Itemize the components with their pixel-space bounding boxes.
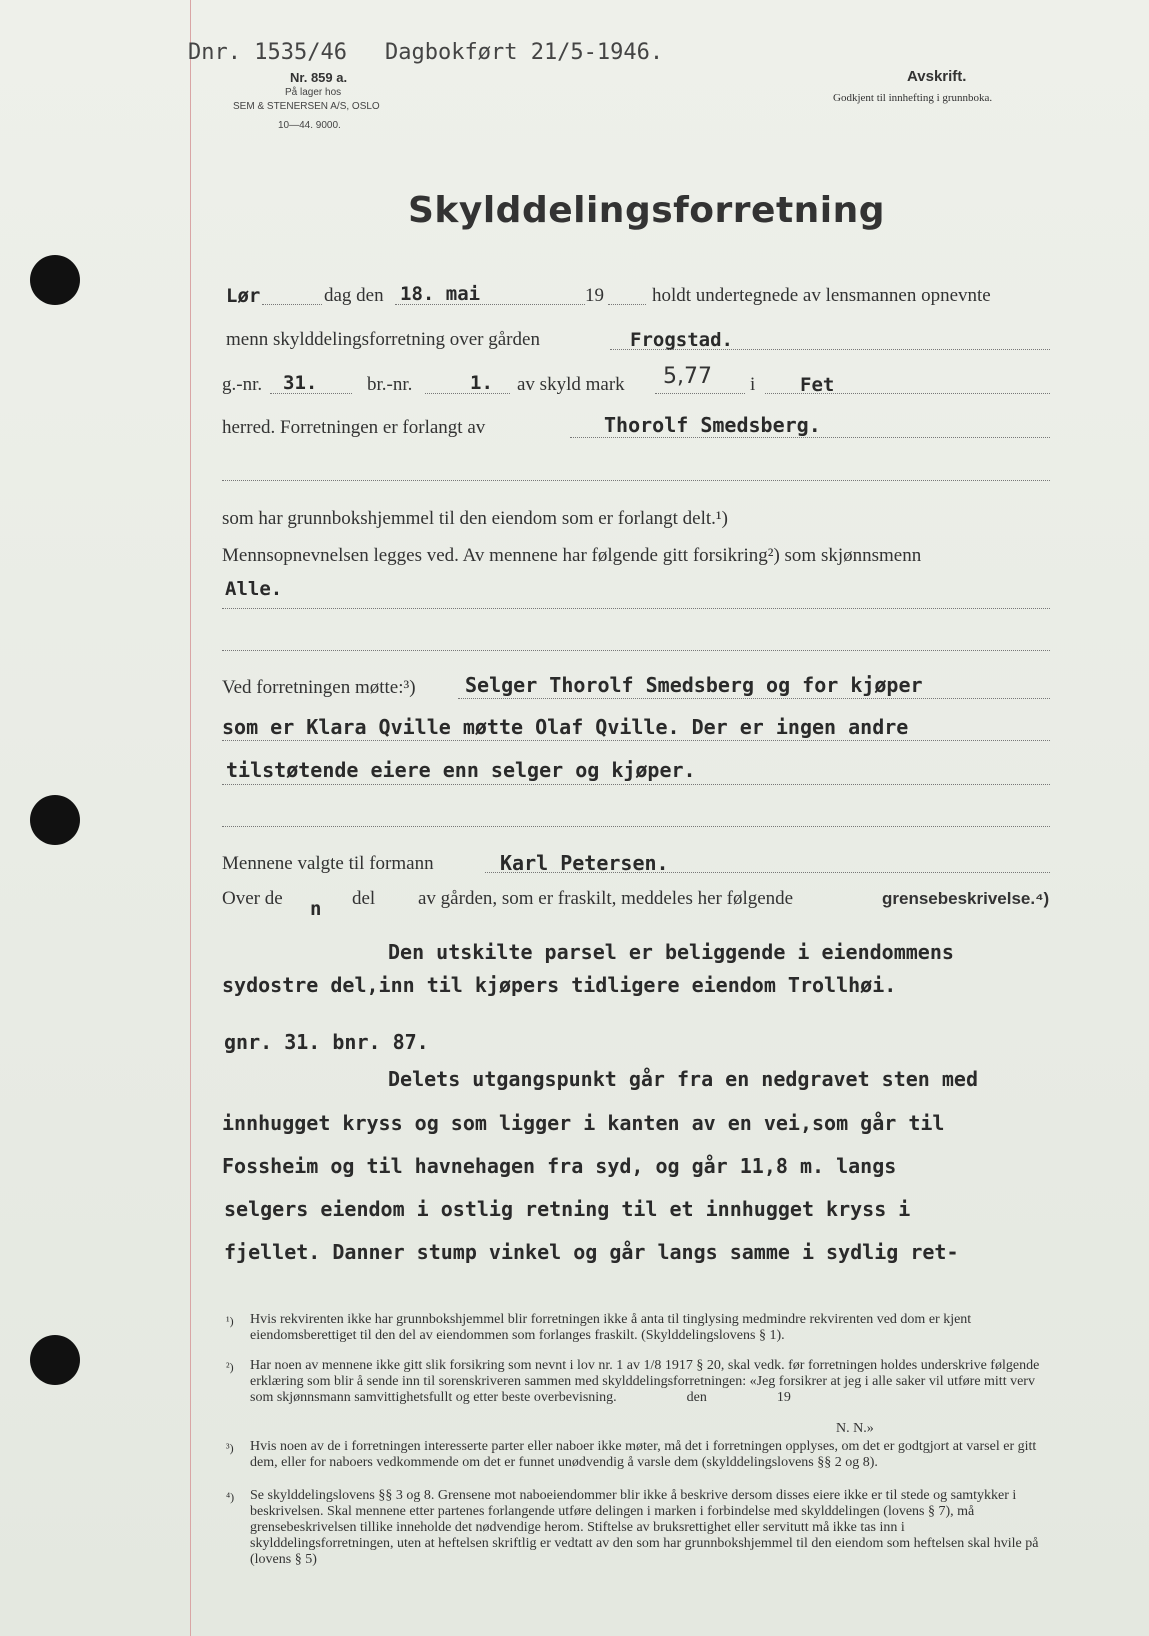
brnr-label: br.-nr. xyxy=(367,374,413,395)
punch-hole xyxy=(30,1335,80,1385)
page-title: Skylddelingsforretning xyxy=(408,190,886,231)
herred-label: herred. Forretningen er forlangt av xyxy=(222,417,486,438)
gnr-value: 31. xyxy=(283,372,318,394)
over-de-value: n xyxy=(310,898,322,920)
farm-value: Frogstad. xyxy=(630,329,733,351)
dotted-rule xyxy=(610,349,1050,350)
dotted-rule xyxy=(222,650,1050,651)
footnote-number: ¹) xyxy=(226,1314,234,1328)
menn-text: Mennsopnevnelsen legges ved. Av mennene har følgende gitt forsikring²) som skjønnsmenn xyxy=(222,545,922,566)
description-line: Delets utgangspunkt går fra en nedgravet sten med xyxy=(388,1067,979,1091)
menn-label: menn skylddelingsforretning over gården xyxy=(226,329,540,350)
brnr-value: 1. xyxy=(470,372,493,394)
dotted-rule xyxy=(425,393,510,394)
dag-den-label: dag den xyxy=(324,285,384,306)
footnote-text: Har noen av mennene ikke gitt slik forsikring som nevnt i lov nr. 1 av 1/8 1917 § 20, skal vedk. før forretningen holdes underskrive følgende erklæring som blir å sende inn til sorenskriveren sammen med skylddelingsforretningen: «Jeg forsikrer at jeg i alle saker vil utføre mitt verv som skjønnsmann samvittighetsfullt og etter beste overbevisning. den 19 xyxy=(250,1358,1043,1405)
dotted-rule xyxy=(765,393,1050,394)
avskrift-label: Avskrift. xyxy=(907,68,967,85)
dotted-rule xyxy=(570,437,1050,438)
date-value: 18. mai xyxy=(400,283,481,305)
description-line: fjellet. Danner stump vinkel og går langs samme i sydlig ret- xyxy=(224,1240,959,1264)
weekday-value: Lør xyxy=(226,285,261,307)
dotted-rule xyxy=(222,608,1050,609)
dotted-rule xyxy=(608,304,646,305)
holdt-label: holdt undertegnede av lensmannen opnevnte xyxy=(652,285,991,306)
herred-value: Fet xyxy=(800,374,835,396)
form-number: Nr. 859 a. xyxy=(290,70,348,85)
dotted-rule xyxy=(270,393,352,394)
publisher-line-2: SEM & STENERSEN A/S, OSLO xyxy=(233,101,380,112)
description-line: innhugget kryss og som ligger i kanten av en vei,som går til xyxy=(222,1111,945,1135)
punch-hole xyxy=(30,255,80,305)
dotted-rule xyxy=(458,698,1050,699)
over-de-label: Over de xyxy=(222,888,283,909)
dotted-rule xyxy=(222,784,1050,785)
description-line: selgers eiendom i ostlig retning til et innhugget kryss i xyxy=(224,1197,911,1221)
dnr-stamp: Dnr. 1535/46 xyxy=(188,40,347,65)
del-label: del xyxy=(352,888,376,909)
formann-value: Karl Petersen. xyxy=(500,851,669,875)
footnote-number: ³) xyxy=(226,1441,234,1455)
gnr-label: g.-nr. xyxy=(222,374,263,395)
dotted-rule xyxy=(395,304,585,305)
dotted-rule xyxy=(262,304,322,305)
punch-hole xyxy=(30,795,80,845)
dotted-rule xyxy=(222,740,1050,741)
mote-line-2: som er Klara Qville møtte Olaf Qville. Der er ingen andre xyxy=(222,715,909,739)
garden-label: av gården, som er fraskilt, meddeles her følgende xyxy=(418,888,794,909)
dotted-rule xyxy=(222,480,1050,481)
description-line: Den utskilte parsel er beliggende i eiendommens xyxy=(388,940,954,964)
publisher-line-1: På lager hos xyxy=(285,87,342,98)
grense-label: grensebeskrivelse.⁴) xyxy=(882,889,1050,908)
description-line: sydostre del,inn til kjøpers tidligere eiendom Trollhøi. xyxy=(222,973,897,997)
grunnbok-text: som har grunnbokshjemmel til den eiendom som er forlangt delt.¹) xyxy=(222,508,728,529)
year-prefix: 19 xyxy=(585,285,604,306)
footnote-text: Hvis noen av de i forretningen interesserte parter eller naboer ikke møter, må det i forretningen opplyses, om det er godtgjort at varsel er gitt dem, eller for naboers vedkommende om det er funnet unødvendig å varsle dem (skylddelingslovens §§ 2 og 8). xyxy=(250,1439,1037,1470)
dagbok-stamp: Dagbokført 21/5-1946. xyxy=(385,40,664,65)
footnote-text: Se skylddelingslovens §§ 3 og 8. Grensene mot naboeiendommer blir ikke å beskrive dersom disses eiere ikke er til stede og samtykker i beskrivelsen. Skal mennene etter partenes forlangende utføre delingen i marken i forbindelse med skylddelingen (lovens § 7), må grensebeskrivelsen tillike inneholde det nødvendige herom. Stiftelse av bruksrettighet eller servitutt må ikke tas inn i skylddelingsforretningen, uten at heftelsen skriftlig er vedtatt av den som har grunnbokshjemmel til den eiendom som heftelsen skal hvile på (lovens § 5) xyxy=(250,1488,1039,1567)
godkjent-label: Godkjent til innhefting i grunnboka. xyxy=(833,92,993,104)
formann-label: Mennene valgte til formann xyxy=(222,853,434,874)
dotted-rule xyxy=(485,872,1050,873)
mote-line-3: tilstøtende eiere enn selger og kjøper. xyxy=(226,758,696,782)
skyld-value: 5,77 xyxy=(663,364,712,389)
footnote-number: ⁴) xyxy=(226,1490,235,1504)
alle-value: Alle. xyxy=(225,578,283,600)
dotted-rule xyxy=(222,826,1050,827)
footnote-number: ²) xyxy=(226,1360,234,1374)
description-line: Fossheim og til havnehagen fra syd, og går 11,8 m. langs xyxy=(222,1154,897,1178)
mote-label: Ved forretningen møtte:³) xyxy=(222,677,416,698)
dotted-rule xyxy=(655,393,745,394)
i-label: i xyxy=(750,374,756,395)
description-line: gnr. 31. bnr. 87. xyxy=(224,1030,429,1054)
mote-line-1: Selger Thorolf Smedsberg og for kjøper xyxy=(465,673,923,697)
skyld-label: av skyld mark xyxy=(517,374,625,395)
margin-rule xyxy=(190,0,191,1636)
footnote-text: Hvis rekvirenten ikke har grunnbokshjemmel blir forretningen ikke å anta til tinglysing medmindre rekvirenten ved dom er kjent eiendomsberettiget til den del av eiendommen som forlanges fraskilt. (Skylddelingslovens § 1). xyxy=(250,1312,972,1343)
print-code: 10—44. 9000. xyxy=(278,120,341,131)
requester-value: Thorolf Smedsberg. xyxy=(604,413,821,437)
footnote-signature: N. N.» xyxy=(836,1421,874,1436)
